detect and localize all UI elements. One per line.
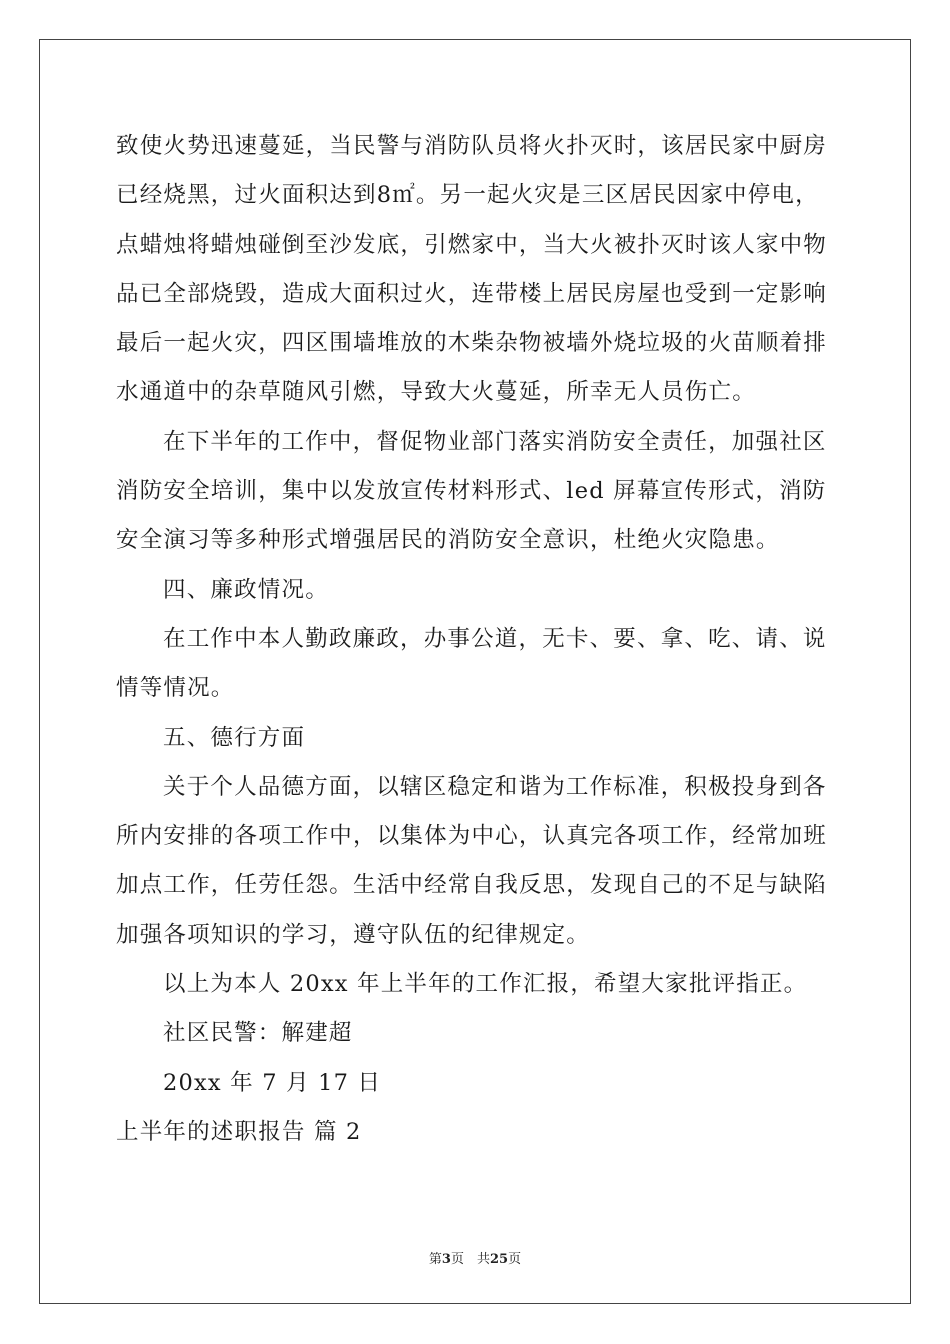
footer-page-number: 3 bbox=[441, 1252, 451, 1267]
text-line: 消防安全培训，集中以发放宣传材料形式、led 屏幕宣传形式，消防 bbox=[116, 478, 827, 505]
text-line: 品已全部烧毁，造成大面积过火，连带楼上居民房屋也受到一定影响 bbox=[116, 280, 828, 307]
text-line: 在下半年的工作中，督促物业部门落实消防安全责任，加强社区 bbox=[163, 428, 827, 455]
text-line: 水通道中的杂草随风引燃，导致大火蔓延，所幸无人员伤亡。 bbox=[116, 379, 756, 406]
text-line: 点蜡烛将蜡烛碰倒至沙发底，引燃家中，当大火被扑灭时该人家中物 bbox=[116, 231, 828, 258]
footer-suffix: 页 bbox=[508, 1252, 522, 1267]
text-line: 情等情况。 bbox=[116, 675, 235, 702]
text-line: 已经烧黑，过火面积达到8㎡。另一起火灾是三区居民因家中停电， bbox=[116, 182, 819, 209]
text-line: 以上为本人 20xx 年上半年的工作汇报，希望大家批评指正。 bbox=[163, 971, 808, 998]
text-line: 五、德行方面 bbox=[163, 724, 306, 751]
text-line: 关于个人品德方面，以辖区稳定和谐为工作标准，积极投身到各 bbox=[163, 773, 827, 800]
text-line: 最后一起火灾，四区围墙堆放的木柴杂物被墙外烧垃圾的火苗顺着排 bbox=[116, 330, 828, 357]
text-line: 上半年的述职报告 篇 2 bbox=[116, 1118, 362, 1145]
text-line: 致使火势迅速蔓延，当民警与消防队员将火扑灭时，该居民家中厨房 bbox=[116, 133, 828, 159]
page-footer bbox=[0, 1248, 950, 1267]
footer-total-pages: 25 bbox=[489, 1252, 509, 1267]
text-line: 加强各项知识的学习，遵守队伍的纪律规定。 bbox=[116, 921, 591, 948]
text-line: 所内安排的各项工作中，以集体为中心，认真完各项工作，经常加班 bbox=[116, 823, 828, 850]
text-line: 加点工作，任劳任怨。生活中经常自我反思，发现自己的不足与缺陷 bbox=[116, 872, 828, 899]
footer-prefix: 第 bbox=[428, 1252, 442, 1267]
document-body bbox=[116, 122, 834, 1157]
text-line: 在工作中本人勤政廉政，办事公道，无卡、要、拿、吃、请、说 bbox=[163, 625, 827, 652]
footer-middle: 页 共 bbox=[450, 1252, 490, 1267]
text-line: 20xx 年 7 月 17 日 bbox=[163, 1069, 382, 1096]
text-line: 四、廉政情况。 bbox=[163, 576, 329, 603]
text-line: 安全演习等多种形式增强居民的消防安全意识，杜绝火灾隐患。 bbox=[116, 527, 780, 554]
text-line: 社区民警：解建超 bbox=[163, 1020, 353, 1047]
